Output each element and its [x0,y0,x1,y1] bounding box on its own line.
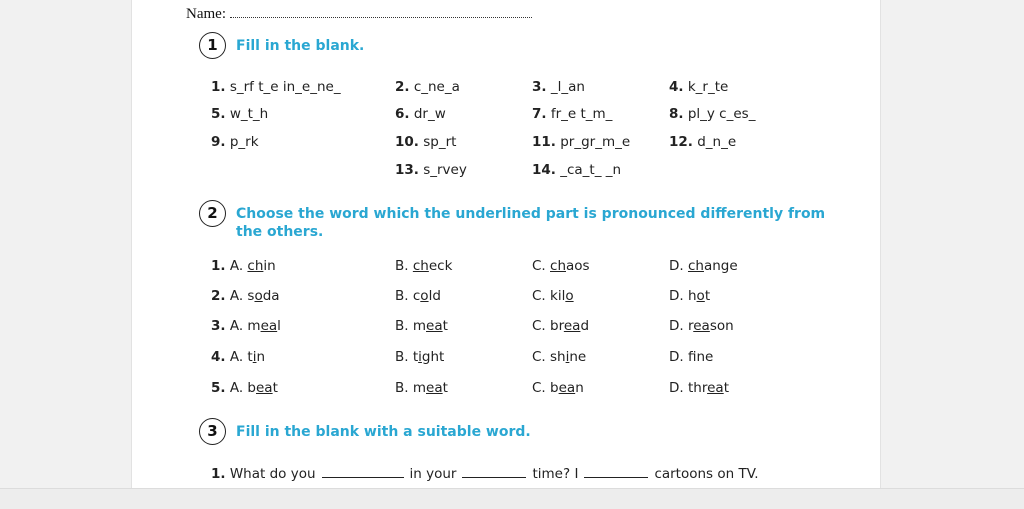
s2-option: C. bean [532,380,584,396]
s1-item: 3. _l_an [532,79,585,95]
section-2-number: 2 [199,200,226,227]
name-label: Name: [186,6,226,22]
s1-item: 12. d_n_e [669,134,737,150]
s2-option: D. fne [669,349,714,365]
s2-option: 5. A. beat [211,380,278,396]
s1-item: 4. k_r_te [669,79,729,95]
s2-option: D. hot [669,288,711,304]
s2-option: B. cold [395,288,441,304]
s2-option: C. kilo [532,288,574,304]
answer-blank[interactable] [322,465,404,478]
s1-item: 5. w_t_h [211,106,269,122]
section-3-number: 3 [199,418,226,445]
name-dotted-line [230,5,532,18]
s1-item: 9. p_rk [211,134,259,150]
s2-option: 1. A. chin [211,258,276,274]
s2-option: C. bread [532,318,590,334]
worksheet-page [131,0,881,488]
section-2-title: Choose the word which the underlined part is pronounced differently from the others. [236,206,826,240]
name-line [186,5,532,23]
bottom-scroll-area [0,488,1024,509]
s1-item: 6. dr_w [395,106,446,122]
answer-blank[interactable] [584,465,648,478]
s1-item: 13. s_rvey [395,162,467,178]
s1-item: 1. s_rf t_e in_e_ne_ [211,79,341,95]
s2-option: 4. A. tin [211,349,266,365]
section-1-number: 1 [199,32,226,59]
s3-sentence: 1. What do you in your time? I cartoons on TV. [211,466,759,482]
s2-option: D. threat [669,380,729,396]
s2-option: D. change [669,258,738,274]
answer-blank[interactable] [462,465,526,478]
s2-option: B. tight [395,349,445,365]
s2-option: C. shine [532,349,587,365]
s2-option: D. reason [669,318,734,334]
s2-option: 3. A. meal [211,318,281,334]
s2-option: B. meat [395,380,448,396]
s1-item: 2. c_ne_a [395,79,460,95]
s1-item: 14. _ca_t_ _n [532,162,622,178]
s1-item: 7. fr_e t_m_ [532,106,613,122]
section-3-title: Fill in the blank with a suitable word. [236,424,531,440]
s1-item: 8. pl_y c_es_ [669,106,756,122]
s2-option: B. meat [395,318,448,334]
s1-item: 11. pr_gr_m_e [532,134,631,150]
s2-option: B. check [395,258,453,274]
s2-option: 2. A. soda [211,288,280,304]
s1-item: 10. sp_rt [395,134,457,150]
section-1-title: Fill in the blank. [236,38,365,54]
s2-option: C. chaos [532,258,590,274]
